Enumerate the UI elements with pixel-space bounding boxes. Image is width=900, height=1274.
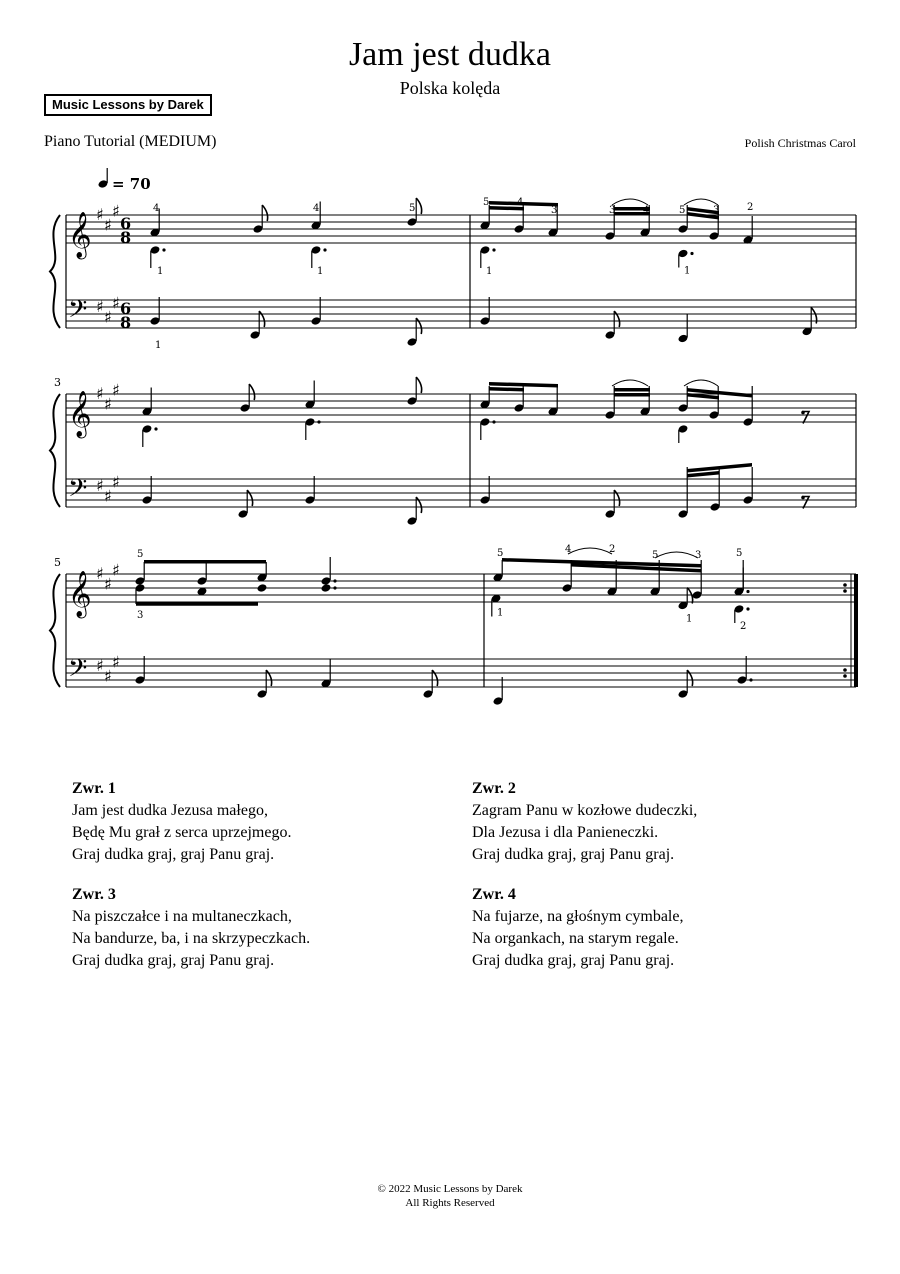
fingering-number: 1 bbox=[317, 266, 324, 277]
key-signature-sharp: ♯ bbox=[104, 307, 112, 327]
key-signature-sharp: ♯ bbox=[104, 394, 112, 414]
treble-clef: 𝄞 bbox=[68, 212, 92, 258]
augmentation-dot bbox=[162, 248, 165, 251]
treble-clef: 𝄞 bbox=[68, 391, 92, 437]
augmentation-dot bbox=[492, 248, 495, 251]
slur bbox=[568, 548, 612, 554]
copyright: © 2022 Music Lessons by Darek bbox=[377, 1183, 523, 1195]
time-signature-top: 6 bbox=[120, 214, 132, 233]
verse-line: Graj dudka graj, graj Panu graj. bbox=[472, 846, 675, 863]
verse-2 bbox=[472, 778, 812, 866]
slur bbox=[655, 552, 698, 558]
key-signature-sharp: ♯ bbox=[96, 384, 104, 403]
note-flag bbox=[416, 497, 421, 513]
fingering-number: 3 bbox=[137, 610, 144, 621]
fingering-number: 5 bbox=[497, 548, 504, 559]
note-flag bbox=[614, 490, 619, 506]
note-beam bbox=[614, 393, 650, 397]
fingering-number: 4 bbox=[565, 544, 572, 555]
repeat-dot bbox=[843, 589, 847, 593]
fingering-number: 3 bbox=[609, 205, 616, 216]
augmentation-dot bbox=[749, 678, 752, 681]
verse-3 bbox=[72, 884, 412, 972]
note-flag bbox=[247, 490, 252, 506]
eighth-rest bbox=[801, 496, 805, 500]
verse-line: Na fujarze, na głośnym cymbale, bbox=[472, 908, 684, 925]
note-flag bbox=[687, 670, 692, 686]
note-flag bbox=[249, 384, 254, 400]
grand-staff-brace bbox=[50, 394, 60, 507]
augmentation-dot bbox=[154, 427, 157, 430]
verse-1 bbox=[72, 778, 412, 866]
verse-line: Na organkach, na starym regale. bbox=[472, 930, 679, 947]
verse-title: Zwr. 4 bbox=[472, 886, 516, 903]
augmentation-dot bbox=[690, 252, 693, 255]
key-signature-sharp: ♯ bbox=[112, 201, 120, 221]
fingering-number: 4 bbox=[313, 203, 320, 214]
key-signature-sharp: ♯ bbox=[104, 486, 112, 506]
verse-line: Graj dudka graj, graj Panu graj. bbox=[472, 952, 675, 969]
augmentation-dot bbox=[317, 420, 320, 423]
key-signature-sharp: ♯ bbox=[96, 476, 104, 495]
note-flag bbox=[416, 198, 421, 214]
page-subtitle: Polska kolęda bbox=[399, 78, 501, 98]
augmentation-dot bbox=[746, 590, 749, 593]
note-beam bbox=[489, 387, 524, 392]
fingering-number: 5 bbox=[483, 197, 490, 208]
measure-number: 5 bbox=[54, 556, 61, 569]
key-signature-sharp: ♯ bbox=[104, 666, 112, 686]
augmentation-dot bbox=[746, 607, 749, 610]
repeat-dot bbox=[843, 668, 847, 672]
fingering-number: 2 bbox=[740, 621, 747, 632]
key-signature-sharp: ♯ bbox=[96, 564, 104, 583]
notehead bbox=[257, 583, 268, 593]
bass-clef: 𝄢 bbox=[68, 654, 88, 689]
slur bbox=[684, 380, 718, 386]
eighth-rest bbox=[801, 411, 805, 415]
fingering-number: 1 bbox=[686, 613, 693, 625]
note-flag bbox=[259, 311, 264, 327]
verse-line: Na bandurze, ba, i na skrzypeczkach. bbox=[72, 930, 311, 947]
page-title: Jam jest dudka bbox=[348, 36, 552, 73]
fingering-number: 3 bbox=[713, 205, 720, 216]
fingering-number: 5 bbox=[652, 550, 659, 561]
key-signature-sharp: ♯ bbox=[112, 380, 120, 400]
fingering-number: 1 bbox=[157, 266, 164, 277]
fingering-number: 3 bbox=[551, 205, 558, 216]
fingering-number: 5 bbox=[679, 205, 686, 216]
grand-staff-brace bbox=[50, 574, 60, 687]
verse-line: Będę Mu grał z serca uprzejmego. bbox=[72, 824, 292, 841]
fingering-number: 2 bbox=[747, 202, 754, 213]
note-flag bbox=[432, 670, 437, 686]
repeat-dot bbox=[843, 583, 847, 587]
key-signature-sharp: ♯ bbox=[112, 652, 120, 672]
verse-title: Zwr. 3 bbox=[72, 886, 116, 903]
note-beam bbox=[144, 560, 266, 564]
verse-title: Zwr. 1 bbox=[72, 780, 116, 797]
key-signature-sharp: ♯ bbox=[96, 205, 104, 224]
verse-line: Graj dudka graj, graj Panu graj. bbox=[72, 952, 275, 969]
key-signature-sharp: ♯ bbox=[112, 293, 120, 313]
time-signature-bottom: 8 bbox=[120, 313, 132, 332]
fingering-number: 4 bbox=[153, 203, 160, 214]
time-signature-top: 6 bbox=[120, 299, 132, 318]
note-flag bbox=[416, 318, 421, 334]
key-signature-sharp: ♯ bbox=[96, 297, 104, 316]
tutorial-level: Piano Tutorial (MEDIUM) bbox=[44, 133, 217, 150]
verse-line: Dla Jezusa i dla Panieneczki. bbox=[472, 824, 659, 841]
bass-clef: 𝄢 bbox=[68, 474, 88, 509]
verse-title: Zwr. 2 bbox=[472, 780, 516, 797]
fingering-number: 1 bbox=[155, 340, 162, 351]
footer bbox=[0, 1182, 900, 1210]
augmentation-dot bbox=[333, 579, 336, 582]
repeat-dot bbox=[843, 674, 847, 678]
fingering-number: 4 bbox=[517, 197, 524, 208]
verse-line: Jam jest dudka Jezusa małego, bbox=[72, 802, 268, 819]
key-signature-sharp: ♯ bbox=[112, 472, 120, 492]
fingering-number: 4 bbox=[643, 205, 650, 216]
time-signature-bottom: 8 bbox=[120, 228, 132, 247]
note-flag bbox=[266, 670, 271, 686]
publisher-badge: Music Lessons by Darek bbox=[44, 94, 212, 116]
fingering-number: 1 bbox=[497, 607, 504, 619]
bass-clef: 𝄢 bbox=[68, 295, 88, 330]
fingering-number: 1 bbox=[486, 266, 493, 277]
note-flag bbox=[262, 205, 267, 221]
note-flag bbox=[614, 311, 619, 327]
fingering-number: 2 bbox=[609, 544, 616, 555]
fingering-number: 3 bbox=[695, 550, 702, 561]
augmentation-dot bbox=[333, 586, 336, 589]
sheet-music bbox=[0, 160, 900, 740]
tempo-marking: = 70 bbox=[112, 175, 151, 193]
verse-line: Graj dudka graj, graj Panu graj. bbox=[72, 846, 275, 863]
notehead bbox=[321, 583, 332, 593]
augmentation-dot bbox=[492, 420, 495, 423]
treble-clef: 𝄞 bbox=[68, 571, 92, 617]
measure-number: 3 bbox=[54, 376, 61, 389]
fingering-number: 5 bbox=[137, 549, 144, 560]
fingering-number: 5 bbox=[409, 203, 416, 214]
composer-credit: Polish Christmas Carol bbox=[744, 136, 856, 150]
key-signature-sharp: ♯ bbox=[112, 560, 120, 580]
slur bbox=[612, 380, 648, 386]
fingering-number: 1 bbox=[684, 265, 691, 277]
key-signature-sharp: ♯ bbox=[104, 574, 112, 594]
key-signature-sharp: ♯ bbox=[96, 656, 104, 675]
note-beam bbox=[614, 388, 650, 392]
rights-notice: All Rights Reserved bbox=[405, 1197, 495, 1209]
augmentation-dot bbox=[323, 248, 326, 251]
fingering-number: 5 bbox=[736, 548, 743, 559]
verse-line: Na piszczałce i na multaneczkach, bbox=[72, 908, 292, 925]
verse-line: Zagram Panu w kozłowe dudeczki, bbox=[472, 802, 698, 819]
grand-staff-brace bbox=[50, 215, 60, 328]
key-signature-sharp: ♯ bbox=[104, 215, 112, 235]
verse-4 bbox=[472, 884, 812, 972]
note-flag bbox=[416, 377, 421, 393]
